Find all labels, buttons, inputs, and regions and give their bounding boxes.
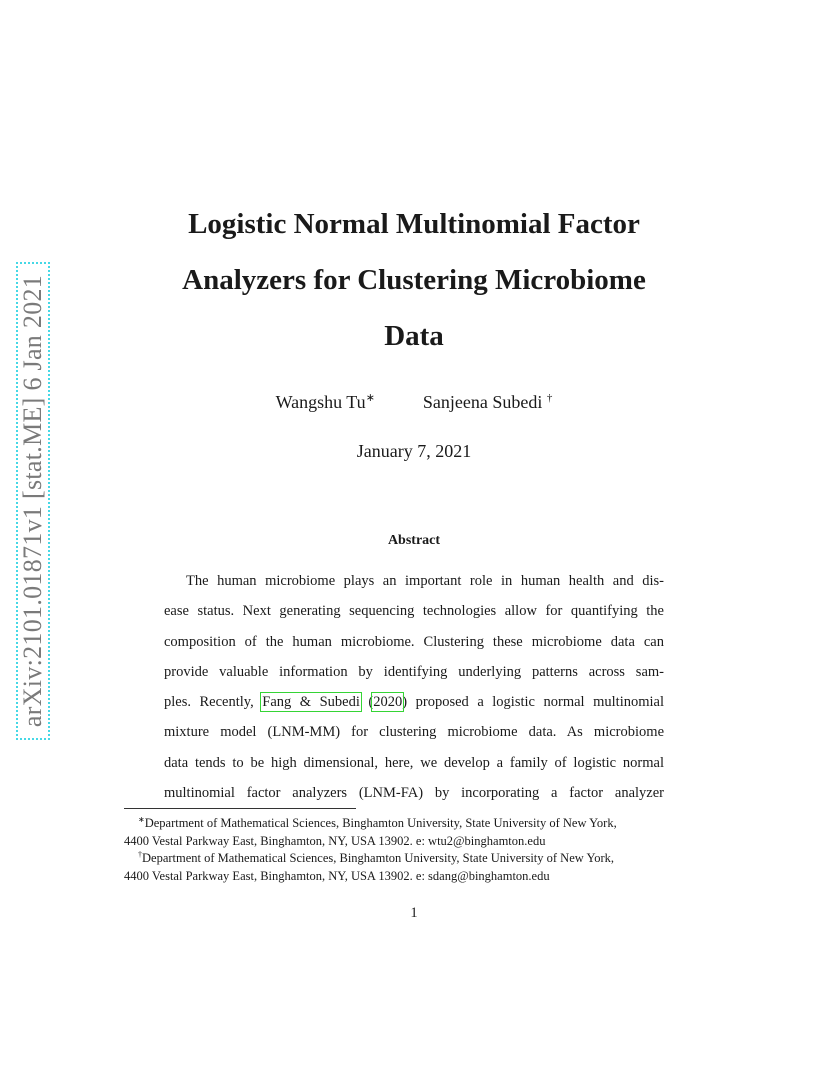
footnote-1-mark: ∗ <box>138 814 145 824</box>
abstract-line: data tends to be high dimensional, here, we develop a family of logistic normal <box>164 754 664 771</box>
abstract-line: mixture model (LNM-MM) for clustering microbiome data. As microbiome <box>164 724 664 741</box>
author-2-name: Sanjeena Subedi <box>422 392 543 412</box>
author-list <box>120 389 708 415</box>
footnotes <box>124 815 706 885</box>
abstract-line: composition of the human microbiome. Clustering these microbiome data can <box>164 633 664 650</box>
abstract-line: multinomial factor analyzers (LNM-FA) by incorporating a factor analyzer <box>164 785 664 802</box>
paper-title <box>120 196 708 364</box>
abstract-line-with-citation: ples. Recently, Fang & Subedi (2020) proposed a logistic normal multinomial <box>164 694 664 711</box>
footnote-2-line-2: 4400 Vestal Parkway East, Binghamton, NY, USA 13902. e: sdang@binghamton.edu <box>124 868 550 883</box>
footnote-divider <box>124 808 356 809</box>
abstract-line: The human microbiome plays an important role in human health and dis- <box>186 573 664 589</box>
citation-link-year[interactable]: 2020 <box>373 694 403 711</box>
abstract-line: ease status. Next generating sequencing technologies allow for quantifying the <box>164 603 664 620</box>
page-number: 1 <box>410 905 418 921</box>
abstract-body <box>164 566 664 808</box>
title-line-3: Data <box>384 320 444 352</box>
footnote-1-line-2: 4400 Vestal Parkway East, Binghamton, NY, USA 13902. e: wtu2@binghamton.edu <box>124 833 546 848</box>
publication-date: January 7, 2021 <box>356 441 472 461</box>
abstract-line: provide valuable information by identifying underlying patterns across sam- <box>164 663 664 680</box>
author-1-name: Wangshu Tu <box>275 392 366 412</box>
author-2-footnote-mark[interactable]: † <box>546 392 553 404</box>
author-1-footnote-mark[interactable]: ∗ <box>365 392 375 404</box>
footnote-1-line-1: ∗Department of Mathematical Sciences, Binghamton University, State University of New York, <box>138 814 617 830</box>
title-line-1: Logistic Normal Multinomial Factor <box>188 208 640 240</box>
footnote-2-line-1: †Department of Mathematical Sciences, Binghamton University, State University of New York, <box>138 849 615 865</box>
abstract-heading: Abstract <box>387 533 441 548</box>
citation-link-authors[interactable]: Fang & Subedi <box>262 694 360 711</box>
author-1 <box>276 389 375 415</box>
arxiv-identifier-stamp[interactable] <box>16 262 50 740</box>
arxiv-identifier-text: arXiv:2101.01871v1 [stat.ME] 6 Jan 2021 <box>18 274 48 728</box>
footnote-2-mark: † <box>138 849 142 859</box>
author-2 <box>423 389 552 415</box>
title-line-2: Analyzers for Clustering Microbiome <box>182 264 646 296</box>
